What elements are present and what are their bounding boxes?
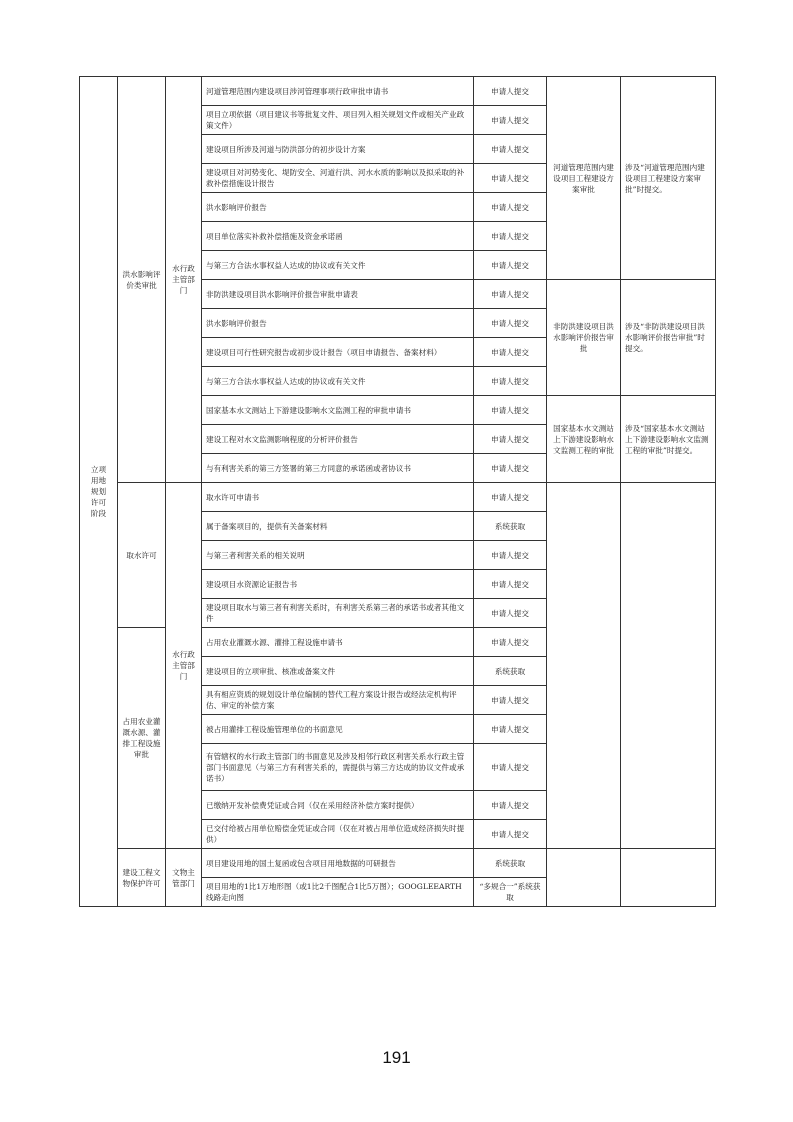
material-cell: 具有相应资质的规划设计单位编制的替代工程方案设计报告或经法定机构评估、审定的补偿方案 <box>202 686 474 715</box>
material-cell: 河道管理范围内建设项目涉河管理事项行政审批申请书 <box>202 77 474 106</box>
material-cell: 属于备案项目的，提供有关备案材料 <box>202 512 474 541</box>
approval-non-flood: 非防洪建设项目洪水影响评价报告审批 <box>547 280 621 396</box>
item-flood: 洪水影响评价类审批 <box>118 77 166 483</box>
source-cell: “多规合一”系统获取 <box>474 878 547 907</box>
source-cell: 申请人提交 <box>474 77 547 106</box>
material-cell: 已缴纳开发补偿费凭证或合同（仅在采用经济补偿方案时提供） <box>202 791 474 820</box>
approval-hydro: 国家基本水文测站上下游建设影响水文监测工程的审批 <box>547 396 621 483</box>
materials-table <box>79 76 716 907</box>
source-cell: 申请人提交 <box>474 222 547 251</box>
source-cell: 申请人提交 <box>474 686 547 715</box>
page-number: 191 <box>382 1048 411 1067</box>
material-cell: 有管辖权的水行政主管部门的书面意见及涉及相邻行政区利害关系水行政主管部门书面意见（与第三方有利害关系的，需提供与第三方达成的协议文件或承诺书） <box>202 744 474 791</box>
source-cell: 申请人提交 <box>474 396 547 425</box>
source-cell: 申请人提交 <box>474 338 547 367</box>
material-cell: 洪水影响评价报告 <box>202 193 474 222</box>
item-water-permit: 取水许可 <box>118 483 166 628</box>
source-cell: 系统获取 <box>474 512 547 541</box>
note-empty-2 <box>621 849 716 907</box>
material-cell: 被占用灌排工程设施管理单位的书面意见 <box>202 715 474 744</box>
source-cell: 申请人提交 <box>474 820 547 849</box>
material-cell: 建设项目水资源论证报告书 <box>202 570 474 599</box>
source-cell: 申请人提交 <box>474 454 547 483</box>
source-cell: 申请人提交 <box>474 164 547 193</box>
source-cell: 申请人提交 <box>474 135 547 164</box>
note-empty-1 <box>621 483 716 849</box>
material-cell: 建设工程对水文监测影响程度的分析评价报告 <box>202 425 474 454</box>
material-cell: 国家基本水文测站上下游建设影响水文监测工程的审批申请书 <box>202 396 474 425</box>
material-cell: 项目用地的1比1万地形图（或1比2千图配合1比5万图）；GOOGLEEARTH线路走向图 <box>202 878 474 907</box>
material-cell: 项目建设用地的国土复函或包含项目用地数据的可研报告 <box>202 849 474 878</box>
note-non-flood: 涉及“非防洪建设项目洪水影响评价报告审批”时提交。 <box>621 280 716 396</box>
source-cell: 申请人提交 <box>474 309 547 338</box>
material-cell: 已交付给被占用单位赔偿金凭证或合同（仅在对被占用单位造成经济损失时提供） <box>202 820 474 849</box>
material-cell: 建设项目的立项审批、核准或备案文件 <box>202 657 474 686</box>
source-cell: 系统获取 <box>474 849 547 878</box>
dept-cultural: 文物主管部门 <box>166 849 202 907</box>
source-cell: 申请人提交 <box>474 628 547 657</box>
note-river: 涉及“河道管理范围内建设项目工程建设方案审批”时提交。 <box>621 77 716 280</box>
material-cell: 与第三方合法水事权益人达成的协议或有关文件 <box>202 367 474 396</box>
approval-empty-1 <box>547 483 621 849</box>
note-hydro: 涉及“国家基本水文测站上下游建设影响水文监测工程的审批”时提交。 <box>621 396 716 483</box>
source-cell: 申请人提交 <box>474 570 547 599</box>
source-cell: 申请人提交 <box>474 367 547 396</box>
source-cell: 申请人提交 <box>474 483 547 512</box>
material-cell: 建设项目取水与第三者有利害关系时，有利害关系第三者的承诺书或者其他文件 <box>202 599 474 628</box>
source-cell: 申请人提交 <box>474 599 547 628</box>
source-cell: 申请人提交 <box>474 425 547 454</box>
approval-river: 河道管理范围内建设项目工程建设方案审批 <box>547 77 621 280</box>
source-cell: 系统获取 <box>474 657 547 686</box>
material-cell: 占用农业灌溉水源、灌排工程设施申请书 <box>202 628 474 657</box>
dept-water-2: 水行政主管部门 <box>166 483 202 849</box>
item-cultural-relic: 建设工程文物保护许可 <box>118 849 166 907</box>
dept-water-1: 水行政主管部门 <box>166 77 202 483</box>
source-cell: 申请人提交 <box>474 251 547 280</box>
material-cell: 与有利害关系的第三方签署的第三方同意的承诺函或者协议书 <box>202 454 474 483</box>
material-cell: 非防洪建设项目洪水影响评价报告审批申请表 <box>202 280 474 309</box>
material-cell: 建设项目所涉及河道与防洪部分的初步设计方案 <box>202 135 474 164</box>
source-cell: 申请人提交 <box>474 541 547 570</box>
material-cell: 项目立项依据（项目建议书等批复文件、项目列入相关规划文件或相关产业政策文件） <box>202 106 474 135</box>
source-cell: 申请人提交 <box>474 744 547 791</box>
material-cell: 取水许可申请书 <box>202 483 474 512</box>
material-cell: 建设项目对河势变化、堤防安全、河道行洪、河水水质的影响以及拟采取的补救补偿措施设计报告 <box>202 164 474 193</box>
source-cell: 申请人提交 <box>474 106 547 135</box>
material-cell: 建设项目可行性研究报告或初步设计报告（项目申请报告、备案材料） <box>202 338 474 367</box>
source-cell: 申请人提交 <box>474 715 547 744</box>
stage-cell: 立项用地规划许可阶段 <box>80 77 118 907</box>
source-cell: 申请人提交 <box>474 193 547 222</box>
source-cell: 申请人提交 <box>474 791 547 820</box>
material-cell: 洪水影响评价报告 <box>202 309 474 338</box>
item-irrigation: 占用农业灌溉水源、灌排工程设施审批 <box>118 628 166 849</box>
approval-empty-2 <box>547 849 621 907</box>
material-cell: 与第三者利害关系的相关说明 <box>202 541 474 570</box>
material-cell: 与第三方合法水事权益人达成的协议或有关文件 <box>202 251 474 280</box>
material-cell: 项目单位落实补救补偿措施及资金承诺函 <box>202 222 474 251</box>
source-cell: 申请人提交 <box>474 280 547 309</box>
